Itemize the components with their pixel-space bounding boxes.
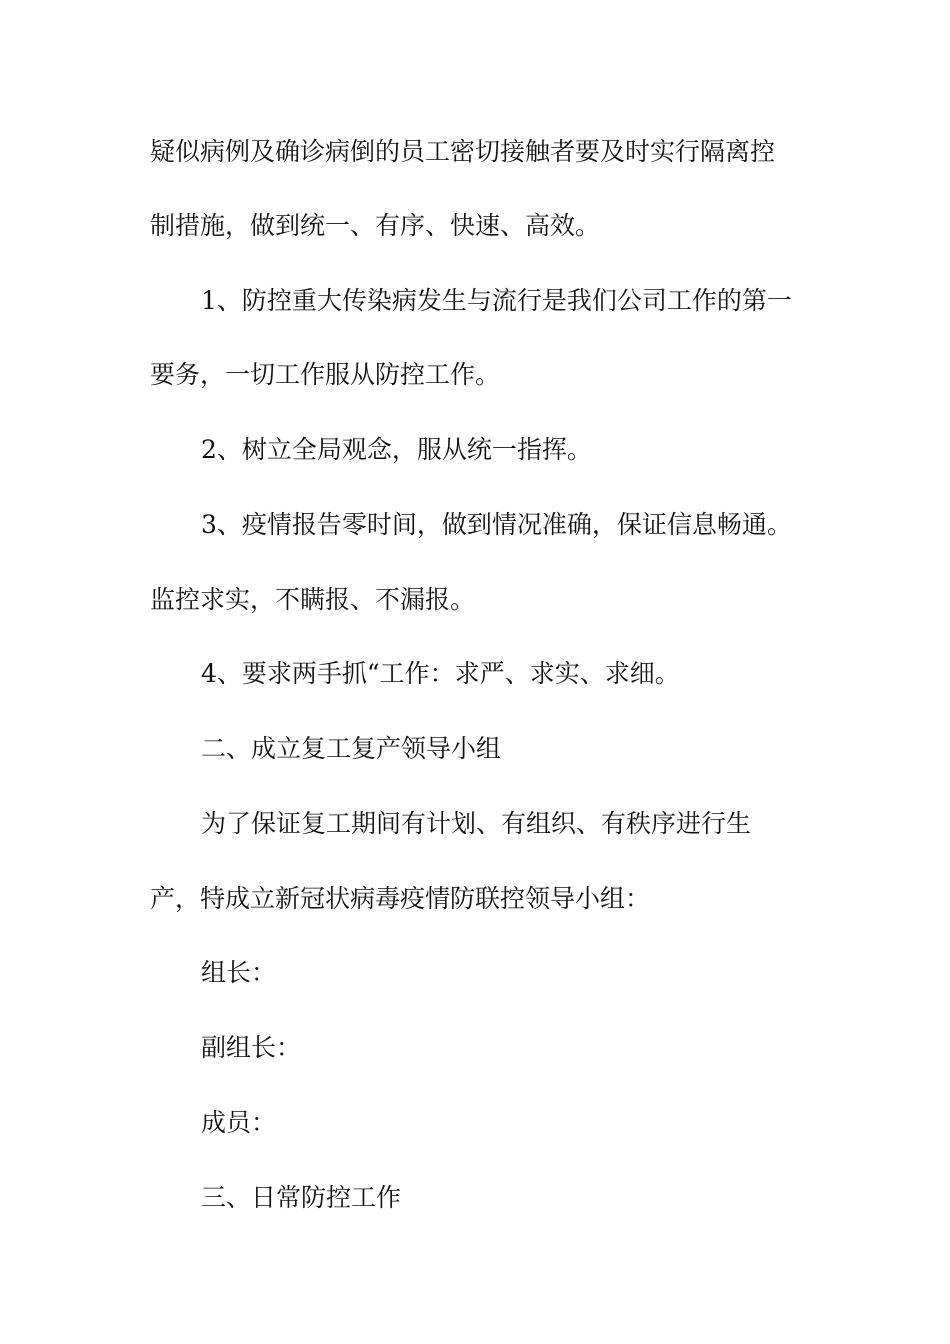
paragraph-line-6: 3、疫情报告零时间，做到情况准确，保证信息畅通。 [201,510,792,539]
members-line: 成员： [201,1108,277,1137]
team-leader-line: 组长： [201,958,277,987]
paragraph-line-2: 制措施，做到统一、有序、快速、高效。 [150,211,601,240]
paragraph-line-8: 4、要求两手抓“工作：求严、求实、求细。 [201,659,680,688]
paragraph-line-4: 要务，一切工作服从防控工作。 [150,360,501,389]
deputy-leader-line: 副组长： [201,1033,302,1062]
section-heading-3: 三、日常防控工作 [201,1183,402,1212]
paragraph-line-10: 为了保证复工期间有计划、有组织、有秩序进行生 [201,809,752,838]
paragraph-line-3: 1、防控重大传染病发生与流行是我们公司工作的第一 [201,286,792,315]
paragraph-line-5: 2、树立全局观念，服从统一指挥。 [201,435,592,464]
paragraph-line-11: 产，特成立新冠状病毒疫情防联控领导小组： [150,884,651,913]
section-heading-2: 二、成立复工复产领导小组 [201,734,502,763]
paragraph-line-1: 疑似病例及确诊病倒的员工密切接触者要及时实行隔离控 [150,137,776,166]
paragraph-line-7: 监控求实，不瞒报、不漏报。 [150,585,476,614]
